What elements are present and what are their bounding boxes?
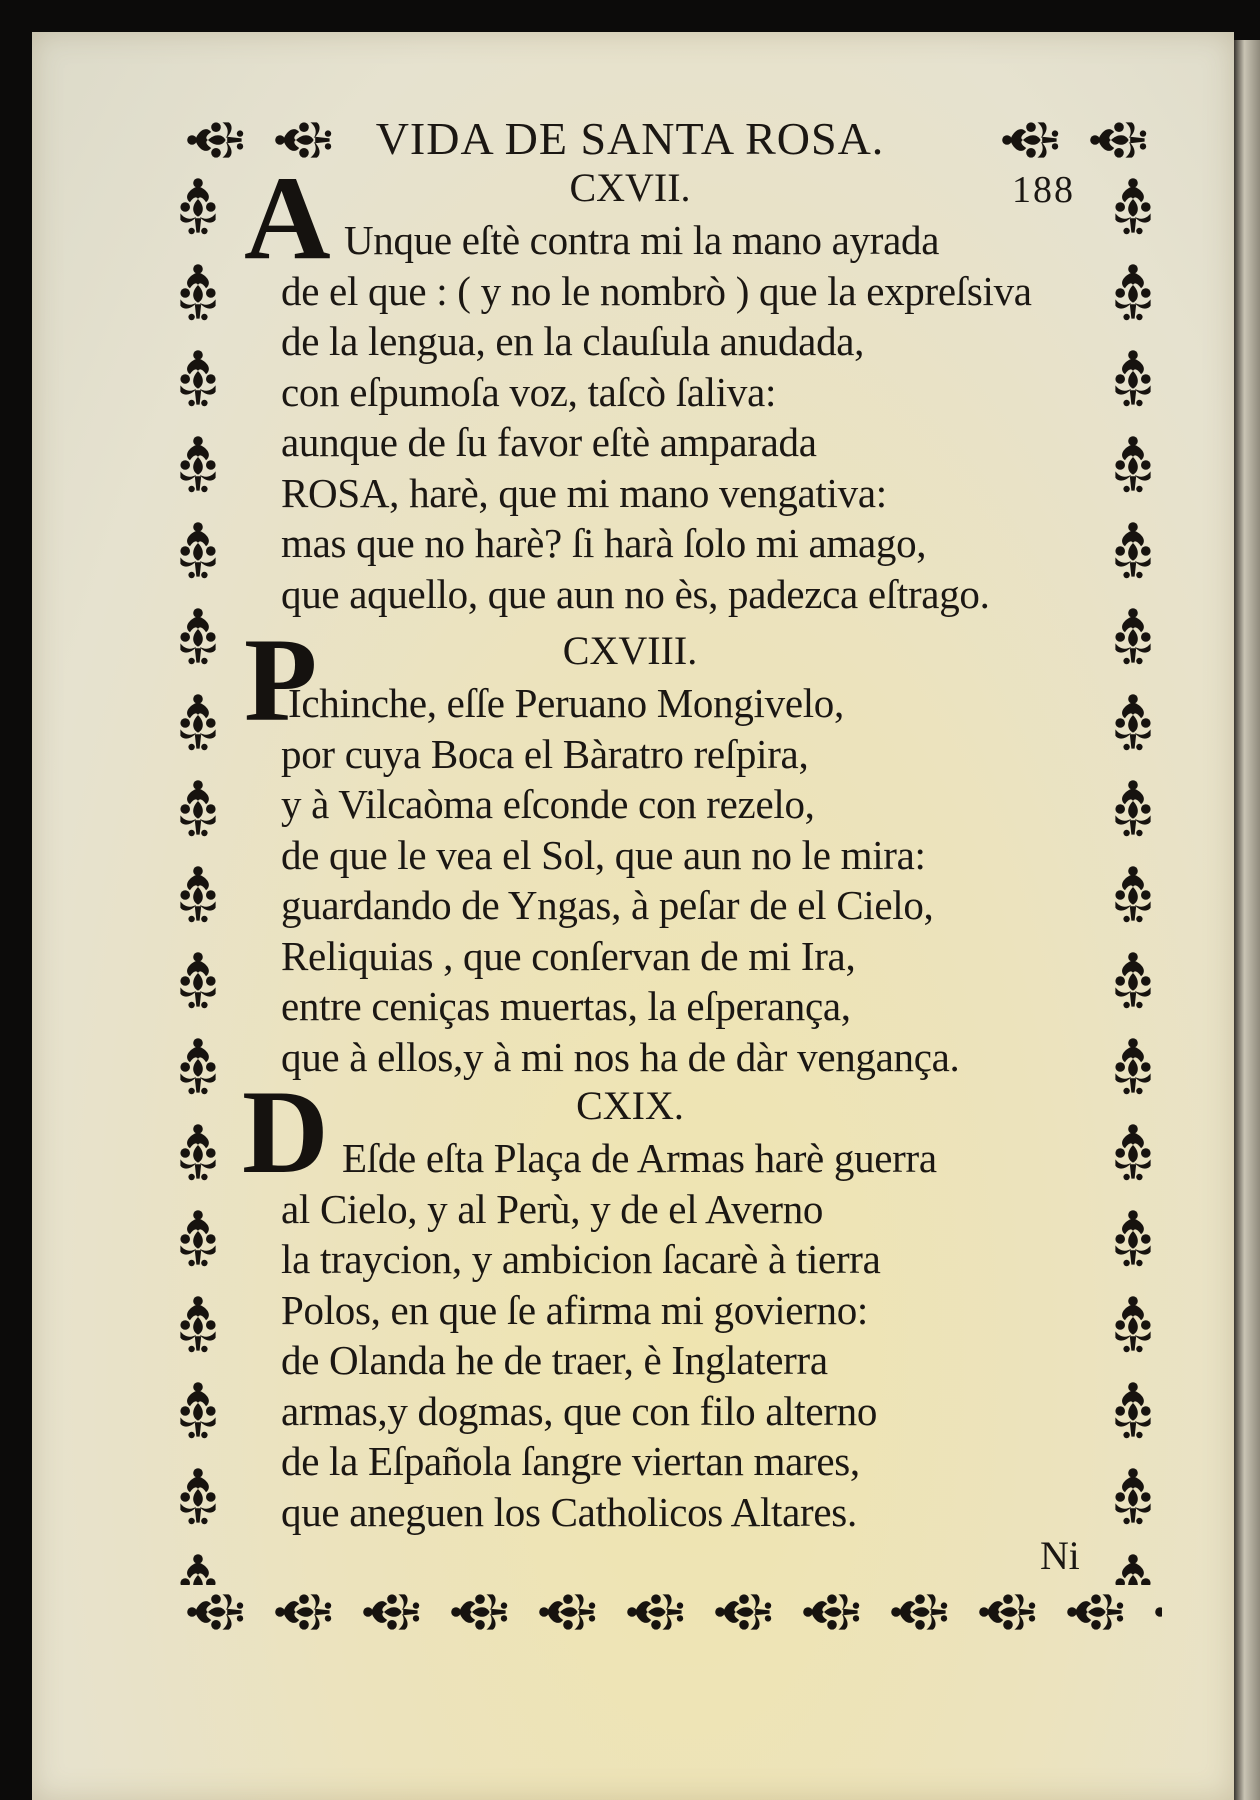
verse-line: armas,y dogmas, que con filo alterno [281, 1387, 878, 1434]
verse-line: Reliquias , que conſervan de mi Ira, [281, 932, 856, 979]
verse-line: entre ceniças muertas, la eſperança, [281, 983, 851, 1029]
catchword: Ni [1040, 1533, 1080, 1578]
drop-cap: P [244, 613, 318, 746]
stanza-number: CXIX. [576, 1083, 684, 1128]
drop-cap: D [242, 1065, 329, 1198]
verse-line: aunque de ſu favor eſtè amparada [281, 419, 817, 465]
adjacent-page-edge [1234, 40, 1260, 1800]
page-number: 188 [1012, 169, 1075, 211]
verse-line: ROSA, harè, que mi mano vengativa: [281, 469, 887, 516]
verse-line: y à Vilcaòma eſconde con rezelo, [281, 781, 815, 827]
stanza-number: CXVII. [569, 165, 691, 210]
verse-line: de el que : ( y no le nombrò ) que la expreſsiva [281, 267, 1032, 314]
verse-line: Polos, en que ſe afirma mi govierno: [281, 1286, 868, 1333]
ornament-border-bottom [172, 1588, 1162, 1636]
verse-line: guardando de Yngas, à peſar de el Cielo, [281, 882, 934, 928]
verse-line: mas que no harè? ſi harà ſolo mi amago, [281, 520, 927, 566]
verse-line: de Olanda he de traer, è Inglaterra [281, 1337, 828, 1383]
stanza-number: CXVIII. [562, 628, 698, 673]
ornament-border-right [1107, 165, 1159, 1585]
verse-line: la traycion, y ambicion ſacarè à tierra [281, 1236, 881, 1282]
verse-line: al Cielo, y al Perù, y de el Averno [281, 1185, 824, 1232]
verse-line: que aquello, que aun no ès, padezca eſtrago. [281, 570, 990, 617]
verse-line: que à ellos,y à mi nos ha de dàr vengança. [281, 1033, 960, 1080]
running-title: VIDA DE SANTA ROSA. [375, 113, 885, 164]
ornament-border-left [172, 165, 224, 1585]
verse-line: de la Eſpañola ſangre viertan mares, [281, 1438, 860, 1484]
verse-line: con eſpumoſa voz, taſcò ſaliva: [281, 368, 777, 415]
verse-line: por cuya Boca el Bàratro reſpira, [281, 730, 809, 777]
verse-line: Unque eſtè contra mi la mano ayrada [344, 217, 940, 263]
verse-line: Eſde eſta Plaça de Armas harè guerra [342, 1135, 937, 1181]
verse-line: de la lengua, en la clauſula anudada, [281, 318, 865, 364]
drop-cap: A [244, 151, 331, 284]
verse-line: de que le vea el Sol, que aun no le mira: [281, 831, 926, 878]
verse-line: que aneguen los Catholicos Altares. [281, 1488, 857, 1535]
verse-line: Ichinche, eſſe Peruano Mongivelo, [288, 680, 844, 726]
